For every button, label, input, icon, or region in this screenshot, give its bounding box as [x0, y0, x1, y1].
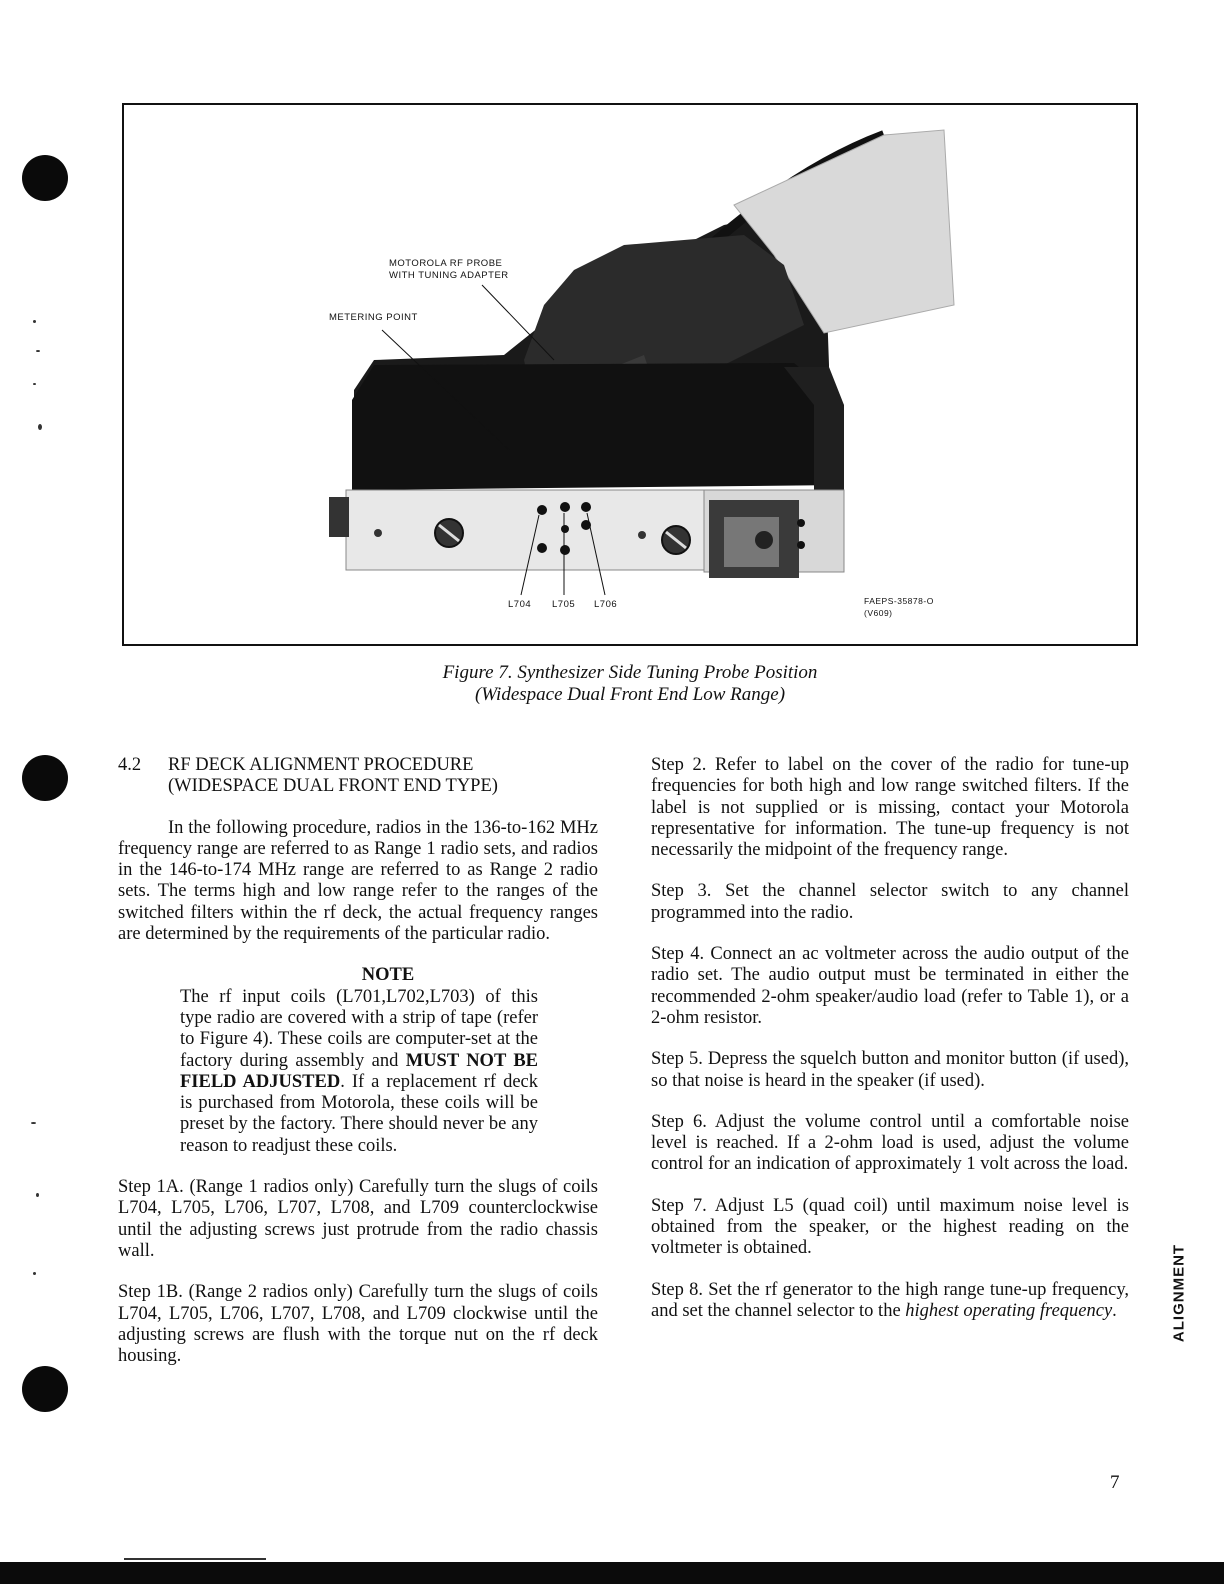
- scan-speck: [33, 320, 36, 323]
- section-heading: [118, 755, 598, 798]
- section-number: 4.2: [118, 755, 142, 775]
- step-8-text-c: .: [1112, 1300, 1117, 1321]
- bottom-edge-band: [0, 1562, 1224, 1584]
- note-body: [180, 987, 538, 1157]
- section-title-line1: RF DECK ALIGNMENT PROCEDURE: [168, 755, 474, 775]
- section-title-line2: (WIDESPACE DUAL FRONT END TYPE): [168, 776, 498, 797]
- side-hole: [797, 541, 805, 549]
- step-8-text-a: Step 8. Set the rf generator to the high range tune-up frequency, and set the channel selector to the: [651, 1279, 1129, 1321]
- label-l704: L704: [508, 599, 532, 610]
- coil-hole: [581, 502, 591, 512]
- step-2: Step 2. Refer to label on the cover of the radio for tune-up frequencies for both high and low range switched filters. If the label is not supplied or is missing, contact your Motorola representative for information. The tune-up frequency is not necessarily the midpoint of the frequency range.: [651, 755, 1129, 861]
- label-l706: L706: [594, 599, 618, 610]
- step-8-emphasis: highest operating frequency: [905, 1300, 1113, 1321]
- page-number: 7: [1110, 1472, 1120, 1493]
- step-7: Step 7. Adjust L5 (quad coil) until maximum noise level is obtained from the speaker, or the highest reading on the voltmeter is obtained.: [651, 1195, 1129, 1259]
- side-hole: [797, 519, 805, 527]
- coil-hole: [537, 505, 547, 515]
- caption-line1: Figure 7. Synthesizer Side Tuning Probe Position: [442, 662, 818, 683]
- coil-hole: [537, 543, 547, 553]
- intro-paragraph: In the following procedure, radios in the 136-to-162 MHz frequency range are referred to as Range 1 radio sets, and radios in the 146-to-174 MHz range are referred to as Range 2 radio sets. The terms high and low range refer to the ranges of the switched filters within the rf deck, the actual frequency ranges are determined by the requirements of the particular radio.: [118, 817, 598, 945]
- note-warning: MUST NOT BE FIELD ADJUSTED: [180, 1050, 538, 1092]
- antenna-connector: [329, 497, 349, 537]
- side-tab-alignment: [1164, 1235, 1194, 1350]
- radio-photo: [124, 105, 1136, 644]
- chassis-top: [352, 363, 844, 490]
- figure-caption: [0, 662, 1224, 706]
- connector-pin: [755, 531, 773, 549]
- coil-hole: [561, 525, 569, 533]
- label-probe-line2: WITH TUNING ADAPTER: [389, 270, 509, 281]
- side-tab-label: ALIGNMENT: [1170, 1243, 1188, 1342]
- note-text-a: The rf input coils (L701,L702,L703) of this type radio are covered with a strip of tape (refer to Figure 4). These coils are computer-set at the factory during assembly and: [180, 986, 538, 1071]
- figure-code-line2: (V609): [864, 608, 893, 618]
- label-probe-line1: MOTOROLA RF PROBE: [389, 258, 503, 269]
- step-6: Step 6. Adjust the volume control until a comfortable noise level is reached. If a 2-ohm load is used, adjust the volume control for an indication of approximately 1 volt across the load.: [651, 1111, 1129, 1175]
- step-5: Step 5. Depress the squelch button and monitor button (if used), so that noise is heard in the speaker (if used).: [651, 1049, 1129, 1091]
- note-title: NOTE: [361, 965, 415, 986]
- scan-speck: [36, 350, 40, 352]
- figure-frame: [122, 103, 1138, 646]
- bottom-thin-rule: [124, 1558, 266, 1560]
- step-1b: Step 1B. (Range 2 radios only) Carefully turn the slugs of coils L704, L705, L706, L707, L708, and L709 clockwise until the adjusting screws are flush with the torque nut on the rf deck housing.: [118, 1282, 598, 1367]
- scan-speck: [31, 1122, 36, 1124]
- caption-line2: (Widespace Dual Front End Low Range): [474, 684, 786, 705]
- figure-code: [864, 595, 934, 619]
- step-4: Step 4. Connect an ac voltmeter across the audio output of the radio set. The audio output must be terminated in either the recommended 2-ohm speaker/audio load (refer to Table 1), or a 2-ohm resistor.: [651, 944, 1129, 1028]
- coil-hole: [560, 545, 570, 555]
- punch-hole-top: [22, 155, 68, 201]
- step-3: Step 3. Set the channel selector switch to any channel programmed into the radio.: [651, 881, 1129, 923]
- left-column: [118, 755, 598, 1387]
- note-text-b: . If a replacement rf deck is purchased from Motorola, these coils will be preset by the factory. There should never be any reason to readjust these coils.: [180, 1071, 538, 1156]
- screw-small: [374, 529, 382, 537]
- chassis-side: [346, 490, 711, 570]
- punch-hole-bottom: [22, 1366, 68, 1412]
- scan-speck: [36, 1193, 39, 1197]
- label-metering: METERING POINT: [329, 312, 418, 323]
- right-column: [651, 755, 1129, 1342]
- step-8: [651, 1280, 1129, 1323]
- label-probe: [389, 258, 509, 282]
- label-l705: L705: [552, 599, 576, 610]
- punch-hole-middle: [22, 755, 68, 801]
- screw-small: [638, 531, 646, 539]
- scan-speck: [33, 383, 36, 385]
- scan-speck: [33, 1272, 36, 1275]
- coil-hole: [560, 502, 570, 512]
- scan-speck: [38, 424, 42, 430]
- figure-code-line1: FAEPS-35878-O: [864, 596, 934, 606]
- step-1a: Step 1A. (Range 1 radios only) Carefully turn the slugs of coils L704, L705, L706, L707, L708, and L709 counterclockwise until the adjusting screws just protrude from the radio chassis wall.: [118, 1177, 598, 1261]
